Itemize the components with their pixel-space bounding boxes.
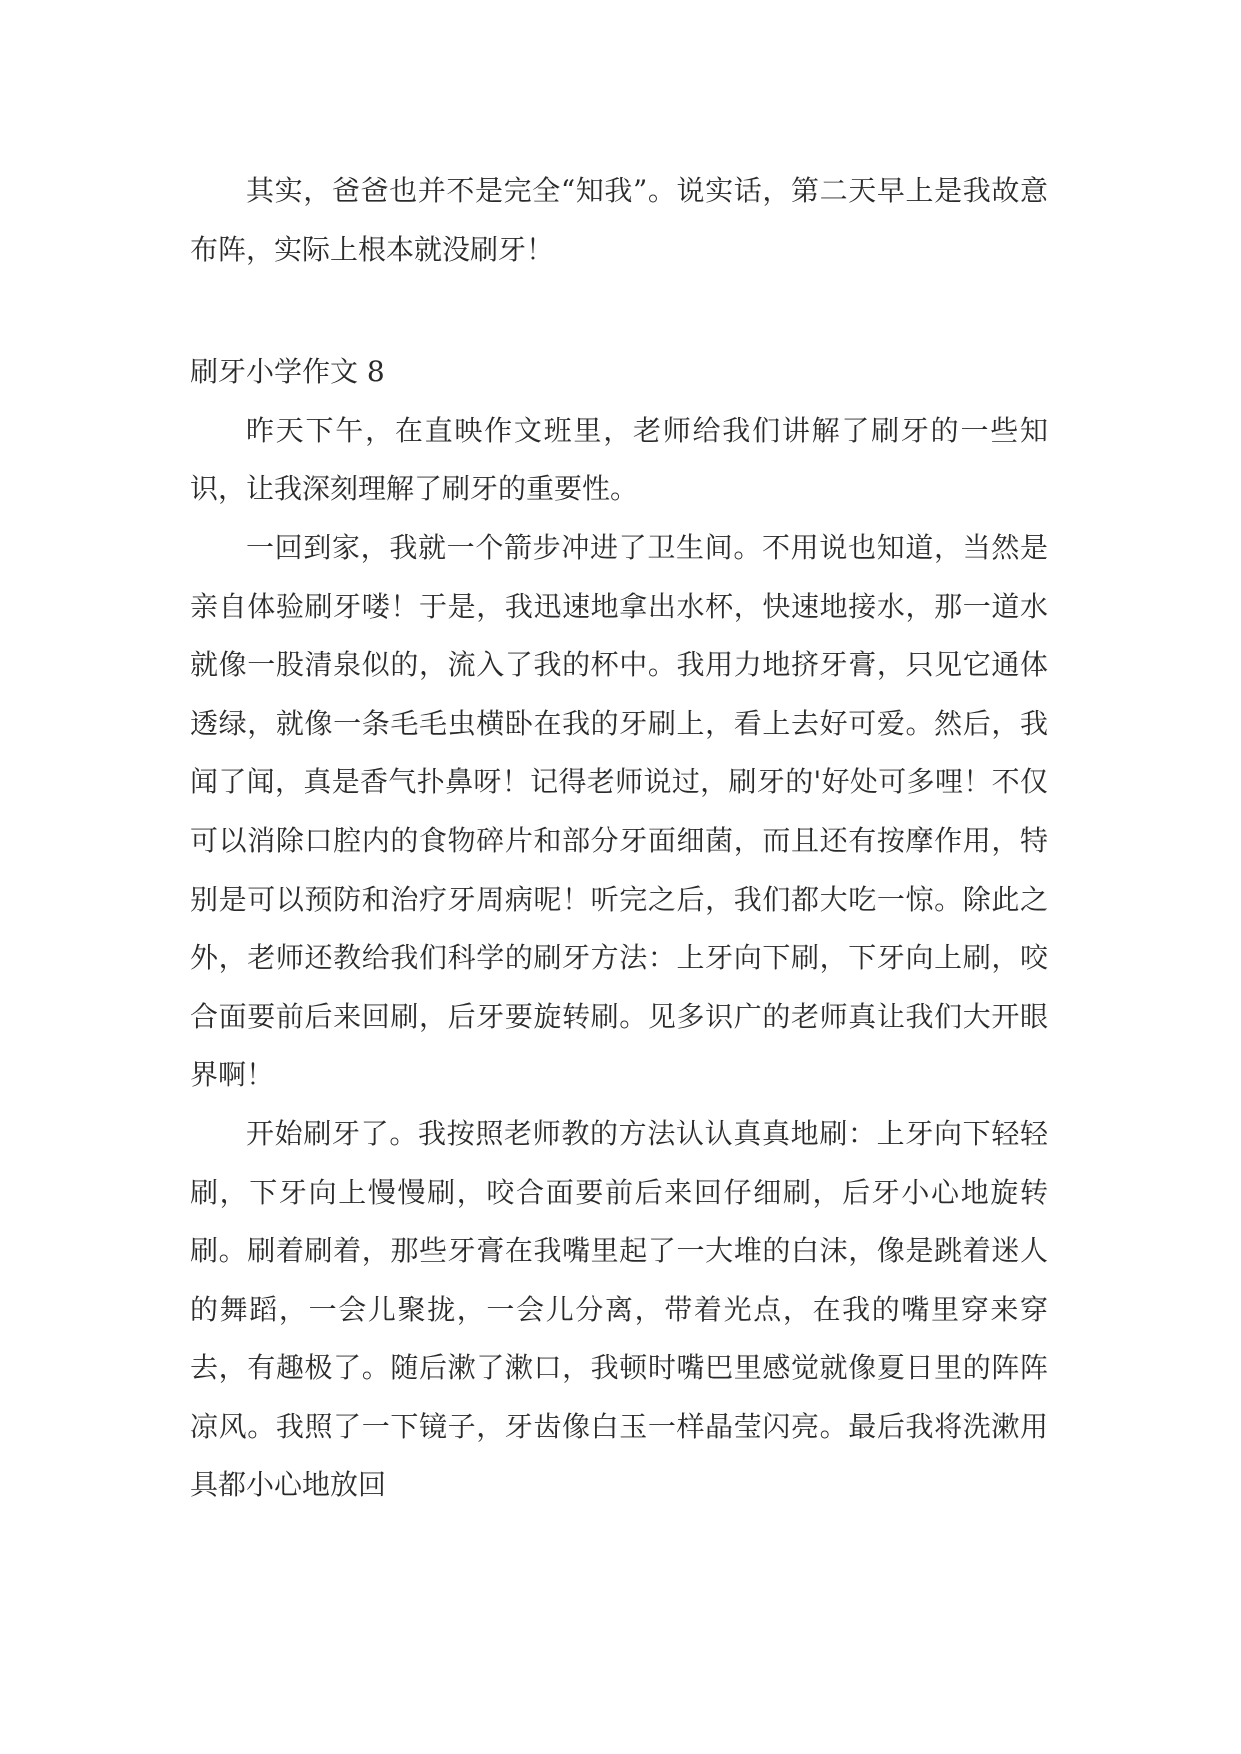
document-body	[190, 162, 1048, 1515]
intro-paragraph: 其实，爸爸也并不是完全“知我”。说实话，第二天早上是我故意布阵，实际上根本就没刷牙！	[190, 174, 1048, 266]
section-spacer	[190, 279, 1048, 343]
section-title: 刷牙小学作文 8	[190, 355, 385, 389]
body-paragraph-2: 一回到家，我就一个箭步冲进了卫生间。不用说也知道，当然是亲自体验刷牙喽！于是，我迅速地拿出水杯，快速地接水，那一道水就像一股清泉似的，流入了我的杯中。我用力地挤牙膏，只见它通体透绿，就像一条毛毛虫横卧在我的牙刷上，看上去好可爱。然后，我闻了闻，真是香气扑鼻呀！记得老师说过，刷牙的'好处可多哩！不仅可以消除口腔内的食物碎片和部分牙面细菌，而且还有按摩作用，特别是可以预防和治疗牙周病呢！听完之后，我们都大吃一惊。除此之外，老师还教给我们科学的刷牙方法：上牙向下刷，下牙向上刷，咬合面要前后来回刷，后牙要旋转刷。见多识广的老师真让我们大开眼界啊！	[190, 530, 1048, 1092]
body-paragraph-1: 昨天下午，在直映作文班里，老师给我们讲解了刷牙的一些知识，让我深刻理解了刷牙的重要性。	[190, 413, 1048, 506]
body-paragraph-3: 开始刷牙了。我按照老师教的方法认认真真地刷：上牙向下轻轻刷，下牙向上慢慢刷，咬合面要前后来回仔细刷，后牙小心地旋转刷。刷着刷着，那些牙膏在我嘴里起了一大堆的白沫，像是跳着迷人的舞蹈，一会儿聚拢，一会儿分离，带着光点，在我的嘴里穿来穿去，有趣极了。随后漱了漱口，我顿时嘴巴里感觉就像夏日里的阵阵凉风。我照了一下镜子，牙齿像白玉一样晶莹闪亮。最后我将洗漱用具都小心地放回	[190, 1116, 1048, 1502]
